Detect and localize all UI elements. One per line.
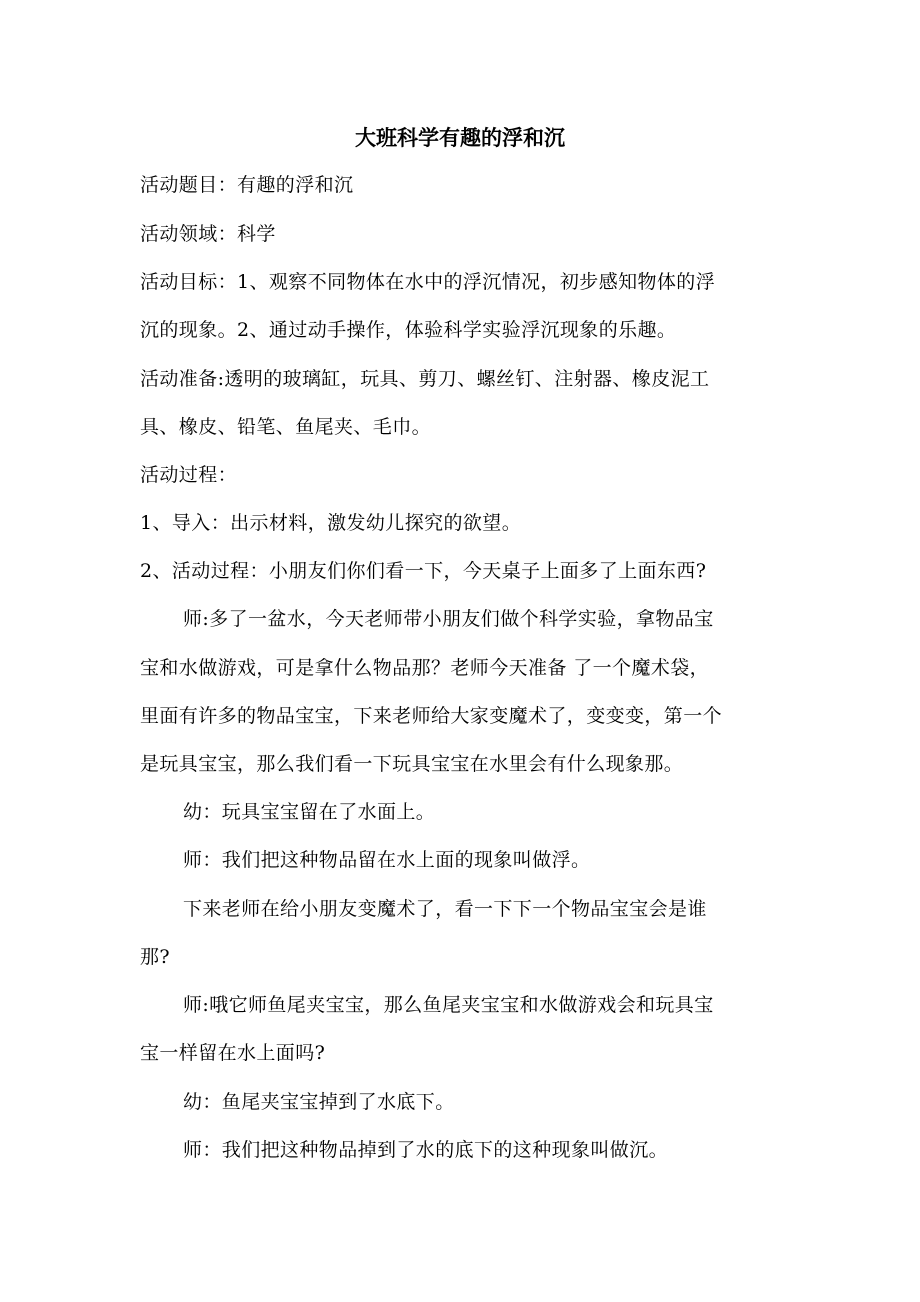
paragraph-teacher-1-line-3: 里面有许多的物品宝宝，下来老师给大家变魔术了，变变变，第一个: [140, 705, 723, 727]
paragraph-teacher-2: 师：我们把这种物品留在水上面的现象叫做浮。: [183, 849, 591, 871]
field-activity-prep-line-1: 活动准备:透明的玻璃缸，玩具、剪刀、螺丝钉、注射器、橡皮泥工: [140, 368, 710, 390]
field-activity-topic: 活动题目：有趣的浮和沉: [140, 174, 354, 196]
document-title: 大班科学有趣的浮和沉: [355, 125, 565, 150]
paragraph-teacher-3-line-1: 下来老师在给小朋友变魔术了，看一下下一个物品宝宝会是谁: [183, 898, 707, 920]
paragraph-child-1: 幼：玩具宝宝留在了水面上。: [183, 801, 436, 823]
paragraph-teacher-3-line-2: 那?: [140, 946, 170, 968]
paragraph-teacher-4-line-1: 师:哦它师鱼尾夹宝宝，那么鱼尾夹宝宝和水做游戏会和玩具宝: [183, 994, 714, 1016]
paragraph-teacher-1-line-4: 是玩具宝宝，那么我们看一下玩具宝宝在水里会有什么现象那。: [140, 753, 684, 775]
paragraph-teacher-5: 师：我们把这种物品掉到了水的底下的这种现象叫做沉。: [183, 1139, 669, 1161]
field-activity-domain: 活动领域：科学: [140, 223, 276, 245]
paragraph-teacher-4-line-2: 宝一样留在水上面吗?: [140, 1042, 326, 1064]
field-activity-goal-line-2: 沉的现象。2、通过动手操作，体验科学实验浮沉现象的乐趣。: [140, 319, 677, 341]
paragraph-teacher-1-line-2: 宝和水做游戏，可是拿什么物品那？老师今天准备 了一个魔术袋，: [140, 657, 710, 679]
paragraph-teacher-1-line-1: 师:多了一盆水，今天老师带小朋友们做个科学实验，拿物品宝: [183, 608, 714, 630]
field-activity-prep-line-2: 具、橡皮、铅笔、鱼尾夹、毛巾。: [140, 416, 432, 438]
paragraph-child-2: 幼：鱼尾夹宝宝掉到了水底下。: [183, 1091, 455, 1113]
step-2-process: 2、活动过程：小朋友们你们看一下，今天桌子上面多了上面东西?: [140, 560, 707, 582]
step-1-intro: 1、导入：出示材料，激发幼儿探究的欲望。: [140, 512, 522, 534]
field-activity-goal-line-1: 活动目标：1、观察不同物体在水中的浮沉情况，初步感知物体的浮: [140, 271, 716, 293]
section-activity-process: 活动过程：: [140, 464, 238, 486]
